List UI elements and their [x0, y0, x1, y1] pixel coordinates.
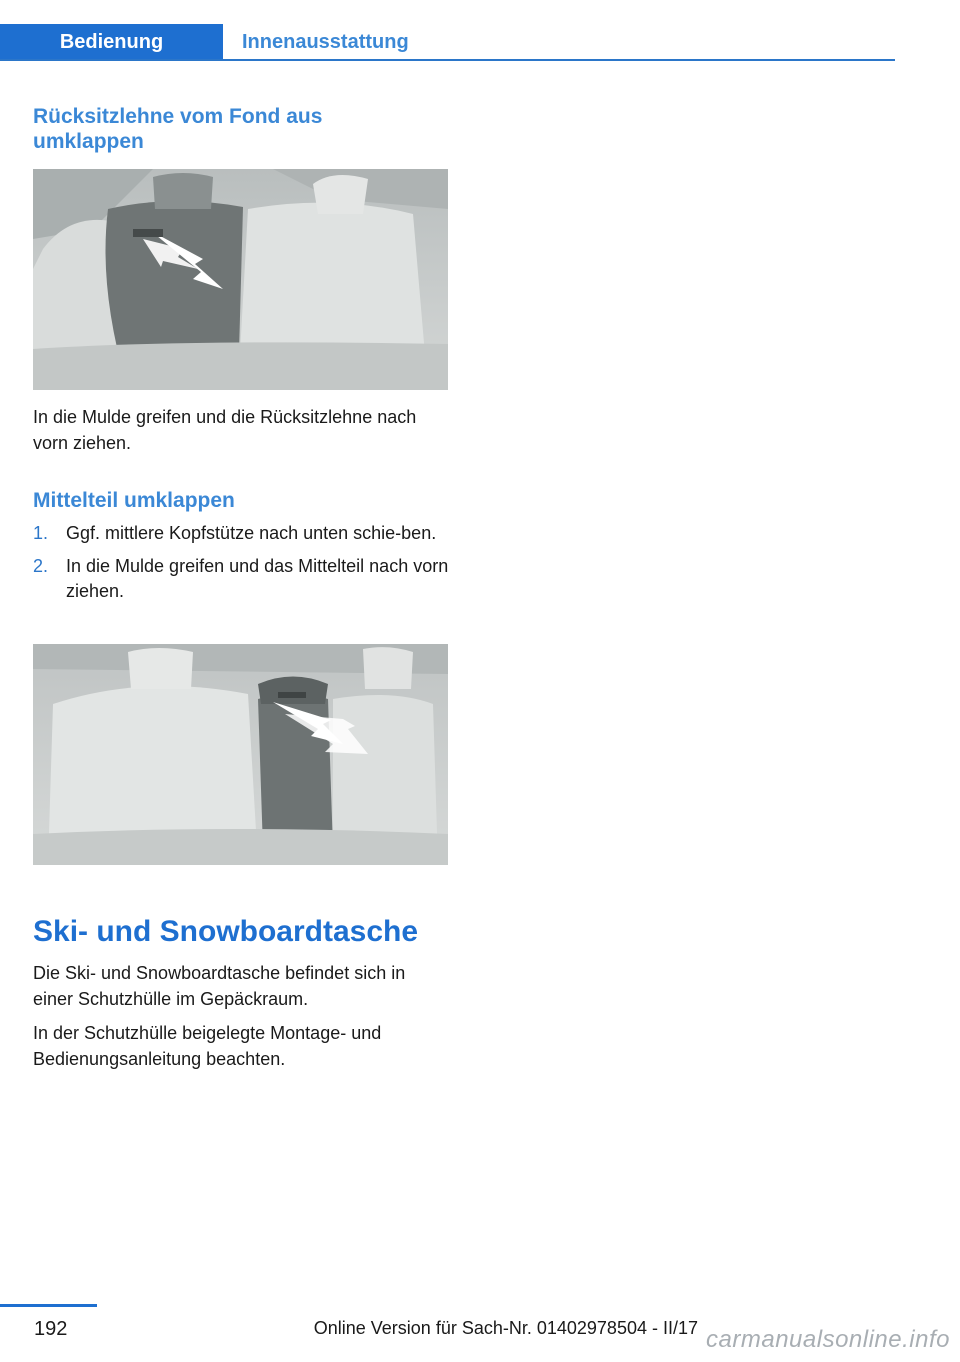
paragraph-1: Die Ski- und Snowboardtasche befindet sich in einer Schutzhülle im Gepäckraum. — [33, 963, 406, 1009]
rear-seat-illustration-1 — [33, 169, 448, 390]
step-number: 2. — [33, 556, 49, 576]
paragraph-2: In der Schutzhülle beigelegte Montage- und Bedienungsanleitung beachten. — [33, 1023, 382, 1069]
section-heading-mittelteil: Mittelteil umklappen — [33, 489, 235, 512]
tab-bedienung: Bedienung — [0, 24, 223, 61]
section-mittelteil — [33, 488, 449, 612]
header-rule — [0, 59, 895, 61]
page-header — [0, 24, 895, 60]
step-number: 1. — [33, 523, 49, 543]
watermark-text: carmanualsonline.info — [706, 1326, 950, 1353]
photo-caption-1: In die Mulde greifen und die Rücksitzlehne nach vorn ziehen. — [33, 407, 417, 453]
rear-seat-photo-1 — [33, 169, 448, 390]
section-ski-tasche — [33, 914, 449, 1072]
section-heading: Rücksitzlehne vom Fond aus umklappen — [33, 105, 323, 153]
step-text: Ggf. mittlere Kopfstütze nach unten schie-ben. — [66, 523, 437, 543]
rear-seat-illustration-2 — [33, 644, 448, 865]
step-text: In die Mulde greifen und das Mittelteil nach vorn ziehen. — [66, 556, 449, 601]
step-item-1 — [33, 521, 449, 546]
step-item-2 — [33, 554, 449, 604]
steps-list — [33, 521, 449, 604]
rear-seat-photo-2 — [33, 644, 448, 865]
page-number: 192 — [34, 1318, 68, 1340]
tab-innenausstattung: Innenausstattung — [242, 31, 409, 53]
footer-note: Online Version für Sach-Nr. 01402978504 - II/17 — [313, 1318, 698, 1338]
section-heading-ski: Ski- und Snowboardtasche — [33, 915, 419, 948]
footer-rule — [0, 1304, 97, 1307]
section-rueckenlehne — [33, 104, 449, 154]
caption-1-block — [33, 404, 449, 456]
